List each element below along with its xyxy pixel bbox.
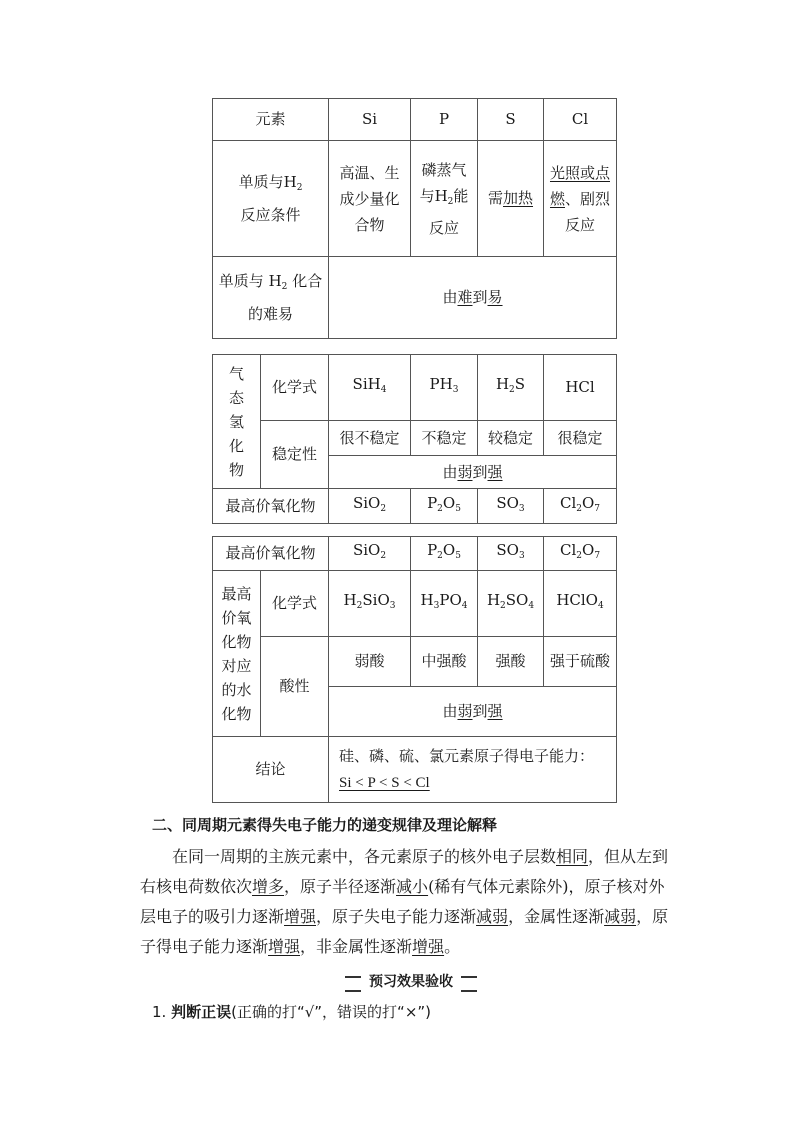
label-oxide-hydrate: 最高价氧化物对应的水化物	[213, 571, 261, 737]
banner-text: 预习效果验收	[361, 972, 461, 992]
header-cl: Cl	[544, 99, 617, 141]
acidity-p: 中强酸	[411, 637, 478, 687]
header-p: P	[411, 99, 478, 141]
stability-p: 不稳定	[411, 421, 478, 456]
stability-s: 较稳定	[478, 421, 544, 456]
oxide-p: $P_2O_5$	[411, 489, 478, 524]
cl-condition: 光照或点燃、剧烈反应	[544, 141, 617, 257]
label-formula: 化学式	[261, 355, 329, 421]
acidity-si: 弱酸	[329, 637, 411, 687]
si-condition: 高温、生成少量化合物	[329, 141, 411, 257]
acidity-cl: 强于硫酸	[544, 637, 617, 687]
oxide2-s: $SO_3$	[478, 537, 544, 571]
preview-check-banner	[345, 972, 477, 992]
header-si: Si	[329, 99, 411, 141]
oxide-cl: $Cl_2O_7$	[544, 489, 617, 524]
label-h2-reaction-condition: 单质与$H_2$ 反应条件	[213, 141, 329, 257]
oxide2-cl: $Cl_2O_7$	[544, 537, 617, 571]
formula-cl: HCl	[544, 355, 617, 421]
s-condition: 需加热	[478, 141, 544, 257]
acid-formula-cl: HClO$_4$	[544, 571, 617, 637]
oxide2-si: SiO$_2$	[329, 537, 411, 571]
formula-si: SiH$_4$	[329, 355, 411, 421]
stability-cl: 很稳定	[544, 421, 617, 456]
question-bold: 判断正误	[171, 1003, 232, 1021]
label-formula-2: 化学式	[261, 571, 329, 637]
formula-p: $PH_3$	[411, 355, 478, 421]
acidity-trend: 由弱到强	[329, 687, 617, 737]
header-element: 元素	[213, 99, 329, 141]
acid-formula-p: $H_3PO_4$	[411, 571, 478, 637]
conclusion-text: 硅、磷、硫、氯元素原子得电子能力： Si < P < S < Cl	[329, 737, 617, 803]
label-acidity: 酸性	[261, 637, 329, 737]
label-conclusion: 结论	[213, 737, 329, 803]
stability-si: 很不稳定	[329, 421, 411, 456]
header-s: S	[478, 99, 544, 141]
oxide-s: $SO_3$	[478, 489, 544, 524]
label-h2-combination: 单质与 $H_2$ 化合的难易	[213, 257, 329, 339]
question-rest: (正确的打“√”，错误的打“×”)	[231, 1003, 432, 1021]
formula-s: $H_2S$	[478, 355, 544, 421]
label-stability: 稳定性	[261, 421, 329, 489]
stability-trend: 由弱到强	[329, 456, 617, 489]
section-title: 二、同周期元素得失电子能力的递变规律及理论解释	[152, 816, 498, 834]
question-1	[152, 1001, 431, 1022]
element-reaction-table	[212, 98, 617, 339]
acidity-s: 强酸	[478, 637, 544, 687]
hydrate-table	[212, 536, 617, 803]
explanation-paragraph: 在同一周期的主族元素中，各元素原子的核外电子层数相同，但从左到右核电荷数依次增多，原子半径逐渐减小(稀有气体元素除外)，原子核对外层电子的吸引力逐渐增强，原子失电子能力逐渐减弱，金属性逐渐减弱，原子得电子能力逐渐增强，非金属性逐渐增强。	[140, 847, 669, 956]
acid-formula-si: $H_2SiO_3$	[329, 571, 411, 637]
label-gaseous-hydride: 气态氢化物	[213, 355, 261, 489]
oxide2-p: $P_2O_5$	[411, 537, 478, 571]
label-highest-oxide-2: 最高价氧化物	[213, 537, 329, 571]
oxide-si: SiO$_2$	[329, 489, 411, 524]
p-condition: 磷蒸气与$H_2$能反应	[411, 141, 478, 257]
question-number: 1.	[152, 1003, 167, 1021]
combination-trend: 由难到易	[329, 257, 617, 339]
hydride-table	[212, 354, 617, 524]
label-highest-oxide: 最高价氧化物	[213, 489, 329, 524]
acid-formula-s: $H_2SO_4$	[478, 571, 544, 637]
